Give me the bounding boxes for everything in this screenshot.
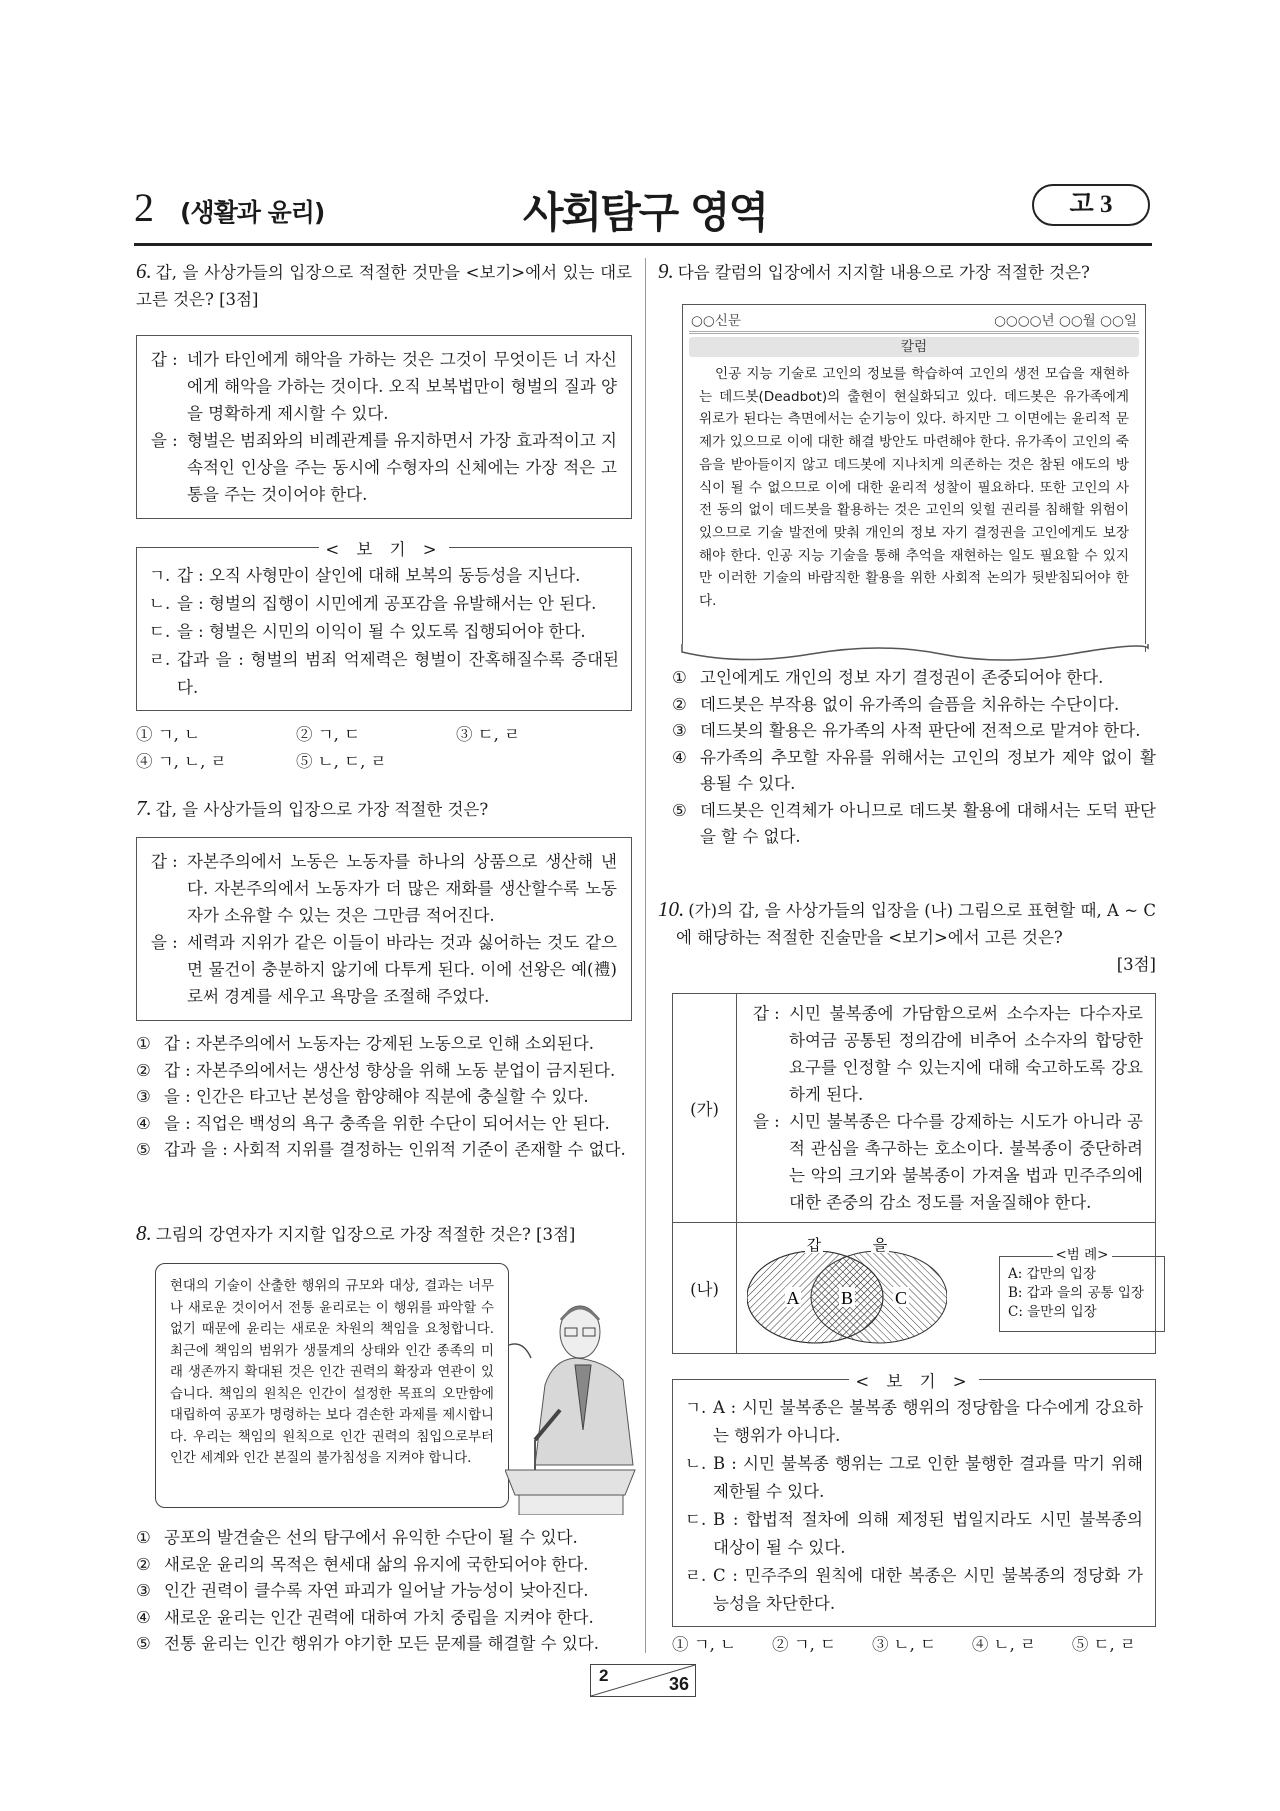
stem-text: 갑, 을 사상가들의 입장으로 적절한 것만을 <보기>에서 있는 대로 고른 것은? [3점]	[136, 263, 632, 309]
option-1[interactable]: ① ㄱ, ㄴ	[136, 725, 201, 744]
row-ga: (가) 갑 : 시민 불복종에 가담함으로써 소수자는 다수자로 하여금 공통된 정의감에 비추어 소수자의 합당한 요구를 인정할 수 있는지에 대해 숙고하도록 강요하게 된다. 을 : 시민 불복종은 다수를 강제하는 시도가 아니라 공적 관심을 촉구하는 호소이다. 불복종이 중단하려는 악의 크기와 불복종이 가져올 법과 민주주의에 대한 존중의 감소 정도를 저울질해야 한다.	[673, 994, 1155, 1223]
option-1[interactable]: ① 갑 : 자본주의에서 노동자는 강제된 노동으로 인해 소외된다.	[136, 1034, 595, 1053]
legend-item: A: 갑만의 입장	[1008, 1266, 1097, 1282]
legend-item: C: 을만의 입장	[1008, 1304, 1097, 1320]
passage-text: 시민 불복종에 가담함으로써 소수자는 다수자로 하여금 공통된 정의감에 비추어 소수자의 합당한 요구를 인정할 수 있는지에 대해 숙고하도록 강요하게 된다.	[789, 1004, 1143, 1104]
answer-options	[672, 1632, 1156, 1658]
answer-options	[136, 721, 632, 775]
legend-title: <범 례>	[1053, 1247, 1112, 1263]
option-5[interactable]: ⑤ 전통 윤리는 인간 행위가 야기한 모든 문제를 해결할 수 있다.	[136, 1634, 599, 1653]
passage-text: 자본주의에서 노동은 노동자를 하나의 상품으로 생산해 낸다. 자본주의에서 노동자가 더 많은 재화를 생산할수록 노동자가 소유할 수 있는 것은 그만큼 적어진다.	[187, 852, 617, 925]
option-3[interactable]: ③ ㄴ, ㄷ	[871, 1635, 937, 1654]
bogi-item: B : 합법적 절차에 의해 제정된 법일지라도 시민 불복종의 대상이 될 수 있다.	[713, 1510, 1143, 1557]
points-label: [3점]	[1116, 955, 1156, 974]
newspaper-column	[682, 304, 1146, 652]
option-5[interactable]: ⑤ 갑과 을 : 사회적 지위를 결정하는 인위적 기준이 존재할 수 없다.	[136, 1140, 626, 1159]
bogi-item: 을 : 형벌의 집행이 시민에게 공포감을 유발해서는 안 된다.	[177, 594, 597, 613]
header-rule	[134, 243, 1152, 246]
speech-bubble	[155, 1263, 509, 1508]
question-stem: 10. (가)의 갑, 을 사상가들의 입장을 (나) 그림으로 표현할 때, A ~ C에 해당하는 적절한 진술만을 <보기>에서 고른 것은?	[658, 897, 1156, 947]
answer-options	[136, 1525, 632, 1658]
passage-text: 형벌은 범죄와의 비례관계를 유지하면서 가장 효과적이고 지속적인 인상을 주는 동시에 수형자의 신체에는 가장 적은 고통을 주는 것이어야 한다.	[187, 431, 617, 504]
newspaper-name: ○○신문	[691, 313, 741, 329]
option-1[interactable]: ① 고인에게도 개인의 정보 자기 결정권이 존중되어야 한다.	[672, 668, 1104, 687]
bogi-box: < 보 기 > ㄱ. A : 시민 불복종은 불복종 행위의 정당함을 다수에게 강요하는 행위가 아니다. ㄴ. B : 시민 불복종 행위는 그로 인한 불행한 결과를 막기 위해 제한될 수 있다. ㄷ. B : 합법적 절차에 의해 제정된 법일지라도 시민 불복종의 대상이 될 수 있다. ㄹ. C : 민주주의 원칙에 대한 복종은 시민 불복종의 정당화 가능성을 차단한다.	[672, 1379, 1156, 1627]
question-10	[658, 896, 1156, 978]
current-page: 2	[599, 1666, 609, 1685]
podium	[505, 1470, 635, 1495]
newspaper-date: ○○○○년 ○○월 ○○일	[994, 313, 1137, 329]
bogi-item: A : 시민 불복종은 불복종 행위의 정당함을 다수에게 강요하는 행위가 아니다.	[713, 1398, 1143, 1445]
option-4[interactable]: ④ 새로운 윤리는 인간 권력에 대하여 가치 중립을 지켜야 한다.	[136, 1607, 594, 1627]
option-5[interactable]: ⑤ ㄴ, ㄷ, ㄹ	[296, 752, 387, 771]
bogi-item: B : 시민 불복종 행위는 그로 인한 불행한 결과를 막기 위해 제한될 수 있다.	[713, 1454, 1143, 1501]
column-section-label: 칼럼	[689, 337, 1139, 357]
option-2[interactable]: ② 데드봇은 부작용 없이 유가족의 슬픔을 치유하는 수단이다.	[672, 694, 1120, 714]
option-3[interactable]: ③ ㄷ, ㄹ	[456, 725, 521, 744]
option-1[interactable]: ① ㄱ, ㄴ	[672, 1635, 737, 1654]
bogi-item: 갑 : 오직 사형만이 살인에 대해 보복의 동등성을 지닌다.	[177, 566, 581, 585]
option-3[interactable]: ③ 데드봇의 활용은 유가족의 사적 판단에 전적으로 맡겨야 한다.	[672, 721, 1141, 740]
option-2[interactable]: ② ㄱ, ㄷ	[296, 725, 361, 744]
row-label: (나)	[673, 1223, 737, 1353]
lecturer-illustration	[505, 1290, 640, 1515]
grade-badge: 고 3	[1032, 184, 1150, 226]
page-title: 사회탐구 영역	[522, 188, 768, 237]
option-4[interactable]: ④ 유가족의 추모할 자유를 위해서는 고인의 정보가 제약 없이 활용될 수 있다.	[672, 747, 1156, 793]
option-3[interactable]: ③ 을 : 인간은 타고난 본성을 함양해야 직분에 충실할 수 있다.	[136, 1087, 589, 1106]
option-2[interactable]: ② 새로운 윤리의 목적은 현세대 삶의 유지에 국한되어야 한다.	[136, 1554, 589, 1574]
venn-region-c: C	[894, 1288, 908, 1308]
bogi-item: 을 : 형벌은 시민의 이익이 될 수 있도록 집행되어야 한다.	[177, 622, 586, 641]
legend-item: B: 갑과 을의 공통 입장	[1008, 1285, 1144, 1301]
passage-text: 시민 불복종은 다수를 강제하는 시도가 아니라 공적 관심을 촉구하는 호소이다. 불복종이 중단하려는 악의 크기와 불복종이 가져올 법과 민주주의에 대한 존중의 감소 정도를 저울질해야 한다.	[789, 1112, 1143, 1212]
passage-box	[136, 335, 632, 519]
passage-table	[672, 993, 1156, 1354]
bogi-item: 갑과 을 : 형벌의 범죄 억제력은 형벌이 잔혹해질수록 증대된다.	[177, 650, 619, 697]
venn-diagram	[747, 1233, 947, 1348]
bogi-box: < 보 기 > ㄱ. 갑 : 오직 사형만이 살인에 대해 보복의 동등성을 지닌다. ㄴ. 을 : 형벌의 집행이 시민에게 공포감을 유발해서는 안 된다. ㄷ. 을 : 형벌은 시민의 이익이 될 수 있도록 집행되어야 한다. ㄹ. 갑과 을 : 형벌의 범죄 억제력은 형벌이 잔혹해질수록 증대된다.	[136, 547, 632, 711]
option-1[interactable]: ① 공포의 발견술은 선의 탐구에서 유익한 수단이 될 수 있다.	[136, 1528, 578, 1547]
speaker-label: 갑 :	[151, 350, 178, 369]
question-number: 6.	[136, 259, 152, 283]
torn-edge	[681, 644, 1149, 666]
speaker-label: 을 :	[151, 431, 178, 450]
question-stem: 9. 다음 칼럼의 입장에서 지지할 내용으로 가장 적절한 것은?	[658, 259, 1090, 283]
bogi-item: C : 민주주의 원칙에 대한 복종은 시민 불복종의 정당화 가능성을 차단한다.	[713, 1566, 1143, 1613]
passage-box: 갑 : 자본주의에서 노동은 노동자를 하나의 상품으로 생산해 낸다. 자본주의에서 노동자가 더 많은 재화를 생산할수록 노동자가 소유할 수 있는 것은 그만큼 적어진다. 을 : 세력과 지위가 같은 이들이 바라는 것과 싫어하는 것도 같으면 물건이 충분하지 않기에 다투게 된다. 이에 선왕은 예(禮)로써 경계를 세우고 욕망을 조절해 주었다.	[136, 837, 632, 1021]
venn-label-right: 을	[872, 1236, 888, 1254]
venn-label-left: 갑	[806, 1236, 822, 1254]
page-counter	[590, 1664, 696, 1697]
answer-options	[136, 1031, 632, 1164]
venn-region-b: B	[840, 1288, 854, 1308]
question-8	[136, 1220, 632, 1248]
bogi-title: < 보 기 >	[319, 540, 448, 559]
question-stem: 8. 그림의 강연자가 지지할 입장으로 가장 적절한 것은? [3점]	[136, 1221, 576, 1245]
option-5[interactable]: ⑤ 데드봇은 인격체가 아니므로 데드봇 활용에 대해서는 도덕 판단을 할 수 없다.	[672, 800, 1156, 846]
option-4[interactable]: ④ 을 : 직업은 백성의 욕구 충족을 위한 수단이 되어서는 안 된다.	[136, 1113, 610, 1133]
bubble-tail	[509, 1344, 531, 1358]
option-2[interactable]: ② 갑 : 자본주의에서는 생산성 향상을 위해 노동 분업이 금지된다.	[136, 1060, 616, 1080]
question-6	[136, 258, 632, 775]
legend-box	[999, 1247, 1165, 1332]
total-pages: 36	[668, 1674, 689, 1694]
bogi-title: < 보 기 >	[849, 1372, 978, 1391]
option-4[interactable]: ④ ㄱ, ㄴ, ㄹ	[136, 752, 227, 771]
question-stem: 7. 갑, 을 사상가들의 입장으로 가장 적절한 것은?	[136, 796, 489, 820]
column-divider	[645, 258, 646, 1653]
question-7	[136, 795, 632, 1164]
answer-options	[672, 665, 1156, 851]
question-9	[658, 258, 1156, 286]
newspaper-header	[683, 305, 1145, 331]
question-stem	[136, 258, 632, 313]
row-label: (가)	[673, 994, 737, 1222]
speech-text: 현대의 기술이 산출한 행위의 규모와 대상, 결과는 너무나 새로운 것이어서 전통 윤리로는 이 행위를 파악할 수 없기 때문에 윤리는 새로운 차원의 책임을 요청합니다. 최근에 책임의 범위가 생물계의 상태와 인간 종족의 미래 생존까지 확대된 것은 인간 권력의 확장과 연관이 있습니다. 책임의 원칙은 인간이 설정한 목표의 오만함에 대립하여 공포가 명령하는 보다 겸손한 과제를 제시합니다. 우리는 책임의 원칙으로 인간 권력의 침입으로부터 인간 세계와 인간 본질의 불가침성을 지켜야 합니다.	[170, 1279, 494, 1466]
option-2[interactable]: ② ㄱ, ㄷ	[771, 1635, 837, 1654]
column-text: 인공 지능 기술로 고인의 정보를 학습하여 고인의 생전 모습을 재현하는 데드봇(Deadbot)의 출현이 현실화되고 있다. 데드봇은 유가족에게 위로가 된다는 측면에서는 순기능이 있다. 하지만 그 이면에는 윤리적 문제가 있으므로 이에 대한 해결 방안도 마련해야 한다. 유가족이 고인의 죽음을 받아들이지 않고 데드봇에 지나치게 의존하는 것은 참된 애도의 방식이 될 수 없으므로 이에 대한 윤리적 성찰이 필요하다. 또한 고인의 사전 동의 없이 데드봇을 활용하는 것은 고인의 잊힐 권리를 침해할 위험이 있으므로 기술 발전에 맞춰 개인의 정보 자기 결정권을 고인에게도 보장해야 한다. 인공 지능 기술을 통해 추억을 재현하는 일도 필요할 수 있지만 이러한 기술의 바람직한 활용을 위한 사회적 논의가 뒷받침되어야 한다.	[699, 366, 1129, 610]
row-na	[673, 1223, 1155, 1353]
venn-region-a: A	[786, 1288, 800, 1308]
option-4[interactable]: ④ ㄴ, ㄹ	[971, 1635, 1037, 1654]
passage-text: 세력과 지위가 같은 이들이 바라는 것과 싫어하는 것도 같으면 물건이 충분하지 않기에 다투게 된다. 이에 선왕은 예(禮)로써 경계를 세우고 욕망을 조절해 주었다.	[187, 933, 617, 1006]
subject-label: (생활과 윤리)	[180, 198, 325, 227]
option-5[interactable]: ⑤ ㄷ, ㄹ	[1071, 1635, 1136, 1654]
passage-text: 네가 타인에게 해악을 가하는 것은 그것이 무엇이든 너 자신에게 해악을 가하는 것이다. 오직 보복법만이 형벌의 질과 양을 명확하게 제시할 수 있다.	[187, 350, 617, 423]
page-number: 2	[134, 185, 154, 230]
option-3[interactable]: ③ 인간 권력이 클수록 자연 파괴가 일어날 가능성이 낮아진다.	[136, 1581, 589, 1600]
